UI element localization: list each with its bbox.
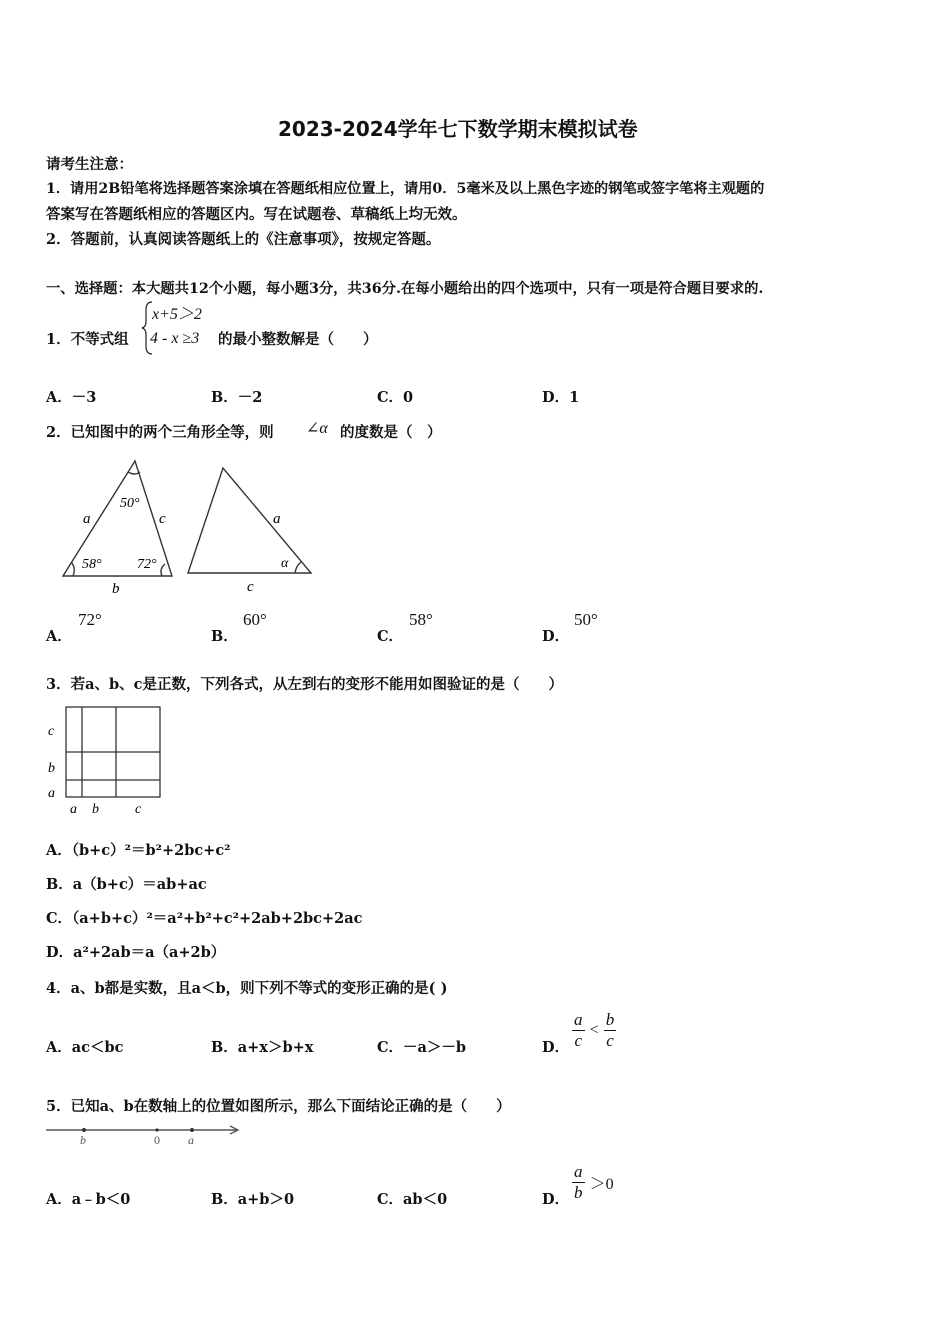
q5-axis-a: a [188,1133,194,1147]
q1-option-d[interactable]: D．1 [542,389,580,406]
q5-axis-b: b [80,1133,86,1147]
q2-figure [55,455,325,600]
t1-angle-left: 58° [82,557,102,572]
q3-label-b: b [48,761,55,776]
q1-inequality-1: x+5＞2 [152,306,202,323]
q2-option-a-label[interactable]: A． [46,628,72,645]
t1-angle-top: 50° [120,496,140,511]
q5-option-d-label[interactable]: D． [542,1191,570,1208]
t1-side-a: a [83,511,91,527]
q2-option-a-value[interactable]: 72° [78,610,102,629]
q2-option-b-label[interactable]: B． [211,628,238,645]
q5-greater-than-zero: ＞0 [589,1176,614,1193]
t2-side-a: a [273,511,281,527]
q1-option-c[interactable]: C．0 [377,389,414,406]
notice-line-2: 2．答题前，认真阅读答题纸上的《注意事项》，按规定答题。 [46,231,441,248]
q3-label-c: c [48,724,55,739]
q2-option-d-label[interactable]: D． [542,628,570,645]
q2-option-d-value[interactable]: 50° [574,610,598,629]
q4-option-c[interactable]: C．－a＞－b [377,1039,467,1056]
q5-option-c[interactable]: C．ab＜0 [377,1191,448,1208]
q3-figure [44,700,169,818]
q4-fraction-a-over-c: $\frac{a}{c}$ [574,1010,583,1050]
t2-angle-alpha: α [281,556,289,571]
q5-fraction-a-over-b: $\frac{a}{b}$ [574,1162,583,1202]
q4-fraction-b-over-c: $\frac{b}{c}$ [605,1010,615,1050]
q3-stem: 3．若a、b、c是正数，下列各式，从左到右的变形不能用如图验证的是（ ） [46,676,563,693]
q5-option-d-expression[interactable] [572,1162,614,1203]
q5-stem: 5．已知a、b在数轴上的位置如图所示，那么下面结论正确的是（ ） [46,1098,511,1115]
q3-option-c[interactable]: C．（a+b+c）²＝a²+b²+c²+2ab+2bc+2ac [46,910,363,927]
q4-less-than: < [589,1021,599,1039]
q1-prefix: 1．不等式组 [46,331,129,348]
notice-heading: 请考生注意： [46,156,133,173]
q4-option-d-expression[interactable] [572,1010,616,1051]
notice-line-1b: 答案写在答题纸相应的答题区内。写在试题卷、草稿纸上均无效。 [46,206,467,223]
t1-side-c: c [159,511,166,527]
t1-angle-right: 72° [137,557,157,572]
q1-suffix: 的最小整数解是（ ） [218,331,378,348]
section-heading: 一、选择题：本大题共12个小题，每小题3分，共36分.在每小题给出的四个选项中，只有一项是符合题目要求的. [46,281,764,297]
triangle-2 [188,468,311,573]
q2-angle-alpha: ∠α [306,420,328,437]
q1-inequality-2: 4 - x ≥3 [150,330,200,347]
q3-option-b[interactable]: B．a（b+c）＝ab+ac [46,876,207,893]
q5-number-line [44,1120,244,1148]
q3-label-x-a: a [70,802,77,817]
q2-stem-b: 的度数是（ ） [340,424,442,441]
q5-axis-zero: 0 [154,1133,160,1147]
q2-option-b-value[interactable]: 60° [243,610,267,629]
q3-option-a[interactable]: A．（b+c）²＝b²+2bc+c² [46,842,231,859]
q4-option-d-label[interactable]: D． [542,1039,570,1056]
notice-line-1: 1．请用2B铅笔将选择题答案涂填在答题纸相应位置上，请用0．5毫米及以上黑色字迹的钢笔或签字笔将主观题的 [46,181,765,197]
q2-option-c-value[interactable]: 58° [409,610,433,629]
q2-option-c-label[interactable]: C． [377,628,404,645]
q4-stem: 4．a、b都是实数，且a＜b，则下列不等式的变形正确的是( ) [46,980,448,997]
q5-option-b[interactable]: B．a+b＞0 [211,1191,295,1208]
page-title: 2023-2024学年七下数学期末模拟试卷 [278,117,638,141]
q3-label-x-b: b [92,802,99,817]
q3-label-x-c: c [135,802,142,817]
q4-option-a[interactable]: A．ac＜bc [46,1039,124,1056]
t2-side-c: c [247,579,254,595]
q2-stem-a: 2．已知图中的两个三角形全等，则 [46,424,274,441]
q5-option-a[interactable]: A．a﹣b＜0 [46,1191,131,1208]
t1-side-b: b [112,581,120,597]
q3-option-d[interactable]: D．a²+2ab＝a（a+2b） [46,944,226,961]
q4-option-b[interactable]: B．a+x＞b+x [211,1039,314,1056]
q3-label-a: a [48,786,55,801]
q1-option-a[interactable]: A．－3 [46,389,97,406]
q1-option-b[interactable]: B．－2 [211,389,263,406]
